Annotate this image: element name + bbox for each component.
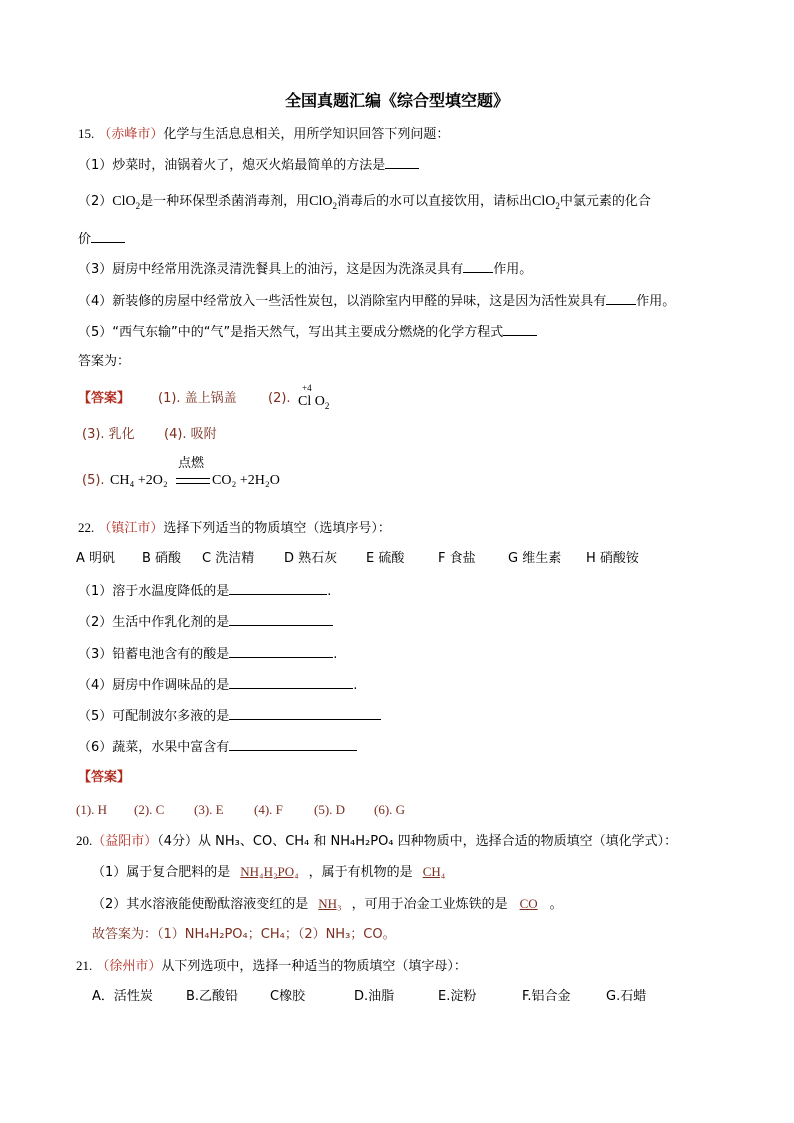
part-text: 中氯元素的化合 <box>559 194 651 209</box>
option: B.乙酸铅 <box>186 989 239 1004</box>
question-number: 22. <box>78 520 95 535</box>
question-text: 选择下列适当的物质填空（选填序号）： <box>163 521 391 536</box>
answer-3: (3). 乳化 <box>82 427 135 442</box>
part-text: 消毒后的水可以直接饮用，请标出 <box>336 194 532 209</box>
option: G.石蜡 <box>606 989 647 1004</box>
q22-item-1: （1）溶于水温度降低的是 . <box>78 584 332 599</box>
filled-answer: CH₄ <box>422 864 446 879</box>
question-points: （4分） <box>157 834 199 849</box>
q22-options <box>76 550 639 568</box>
q15-part-2-cont <box>78 230 125 249</box>
q15-part-2 <box>78 193 651 215</box>
equation-right: CO₂ +2H₂O <box>212 473 280 488</box>
q20-part-1: （1）属于复合肥料的是 NH₄H₂PO₄ ，属于有机物的是 CH₄ <box>92 863 455 882</box>
answer-blank <box>229 645 333 658</box>
answer-blank <box>606 292 636 305</box>
answer-item: (6). G <box>374 802 406 817</box>
question-text: 化学与生活息息相关，用所学知识回答下列问题： <box>163 127 450 142</box>
answer-item: (1). H <box>76 802 108 817</box>
answer-blank <box>229 707 381 720</box>
part-text: 作用。 <box>493 262 533 277</box>
answer-1: (1). 盖上锅盖 <box>158 391 237 406</box>
option: F 食盐 <box>438 551 476 566</box>
answer-blank <box>463 260 493 273</box>
answer-item: (3). E <box>194 802 224 817</box>
filled-answer: CO <box>519 896 538 911</box>
q21-options <box>92 988 646 1006</box>
chem-formula: ClO$_2$ <box>112 194 141 211</box>
option: G 维生素 <box>508 551 562 566</box>
question-source: （益阳市） <box>92 834 158 849</box>
reaction-condition: 点燃 <box>178 456 205 471</box>
filled-answer: NH₃ <box>318 896 342 911</box>
q15-answer-row-1 <box>78 390 130 408</box>
question-source: （赤峰市） <box>98 127 164 142</box>
part-text: 是一种环保型杀菌消毒剂，用 <box>140 194 310 209</box>
part-text: 价 <box>78 232 92 247</box>
q20-part-2: （2）其水溶液能使酚酞溶液变红的是 NH₃ ，可用于冶金工业炼铁的是 CO 。 <box>92 896 563 912</box>
filled-answer: NH₄H₂PO₄ <box>240 864 299 879</box>
answer-blank <box>229 613 333 626</box>
part-text: 作用。 <box>636 294 676 309</box>
option: H 硝酸铵 <box>586 551 639 566</box>
answer-intro: 答案为： <box>78 354 131 369</box>
q22-answers <box>76 801 405 819</box>
q22-answer-tag <box>78 769 130 787</box>
option: E 硫酸 <box>366 551 405 566</box>
answer-blank <box>385 156 419 169</box>
question-21-stem <box>76 957 467 976</box>
q22-item-5: （5）可配制波尔多液的是 <box>78 707 381 726</box>
question-number: 15. <box>78 126 95 141</box>
question-source: （镇江市） <box>98 521 164 536</box>
part-text: （2） <box>78 194 113 209</box>
option: D.油脂 <box>354 989 395 1004</box>
q22-item-2: （2）生活中作乳化剂的是 <box>78 613 333 632</box>
option: D 熟石灰 <box>284 551 338 566</box>
answer-item: (2). C <box>134 802 165 817</box>
q22-item-3: （3）铅蓄电池含有的酸是 . <box>78 647 338 662</box>
equation-left: CH₄ +2O₂ <box>110 473 168 488</box>
answer-blank <box>229 676 353 689</box>
oxidation-state: +4 <box>302 383 312 393</box>
part-text: （1）炒菜时，油锅着火了，熄灭火焰最简单的方法是 <box>78 158 386 173</box>
q20-answer: 故答案为：（1）NH₄H₂PO₄；CH₄；（2）NH₃；CO。 <box>92 927 396 942</box>
part-text: （5）“西气东输”中的“气”是指天然气，写出其主要成分燃烧的化学方程式 <box>78 325 504 340</box>
question-20-stem <box>76 832 677 851</box>
answer-5-label: (5). <box>82 473 105 488</box>
answer-tag: 【答案】 <box>78 391 131 406</box>
answer-4: (4). 吸附 <box>164 427 217 442</box>
part-text: （3）厨房中经常用洗涤灵清洗餐具上的油污，这是因为洗涤灵具有 <box>78 262 464 277</box>
q22-item-4: （4）厨房中作调味品的是 . <box>78 678 358 693</box>
q15-part-1 <box>78 156 419 175</box>
part-text: （4）新装修的房屋中经常放入一些活性炭包，以消除室内甲醛的异味，这是因为活性炭具有 <box>78 294 607 309</box>
answer-blank <box>91 230 125 243</box>
chem-formula: ClO$_2$ <box>532 194 560 211</box>
q15-part-3 <box>78 260 532 279</box>
question-15-stem <box>78 125 449 144</box>
option: E.淀粉 <box>438 989 477 1004</box>
equation-equals-sign <box>176 478 210 484</box>
question-number: 20. <box>76 833 93 848</box>
question-22-stem <box>78 519 391 538</box>
question-source: （徐州市） <box>96 959 162 974</box>
answer-2-label: (2). <box>268 391 291 406</box>
question-number: 21. <box>76 958 93 973</box>
answer-item: (5). D <box>314 802 346 817</box>
page-title: 全国真题汇编《综合型填空题》 <box>284 91 509 110</box>
chem-formula: ClO$_2$ <box>309 194 337 211</box>
chem-formula: Cl $O_2$ <box>298 394 330 411</box>
answer-blank <box>503 323 537 336</box>
answer-blank <box>229 582 327 595</box>
option: A．活性炭 <box>92 989 153 1004</box>
q22-item-6: （6）蔬菜，水果中富含有 <box>78 738 357 757</box>
option: F.铝合金 <box>522 989 571 1004</box>
q15-part-5 <box>78 323 537 342</box>
option: C 洗洁精 <box>202 551 255 566</box>
answer-item: (4). F <box>254 802 283 817</box>
answer-blank <box>229 738 357 751</box>
option: A 明矾 <box>76 551 116 566</box>
question-text: 从 NH₃、CO、CH₄ 和 NH₄H₂PO₄ 四种物质中，选择合适的物质填空（填化学式）： <box>198 834 678 849</box>
q15-part-4 <box>78 292 675 311</box>
question-text: 从下列选项中，选择一种适当的物质填空（填字母）： <box>161 959 467 974</box>
option: B 硝酸 <box>142 551 182 566</box>
answer-tag: 【答案】 <box>78 770 131 785</box>
option: C橡胶 <box>270 989 306 1004</box>
